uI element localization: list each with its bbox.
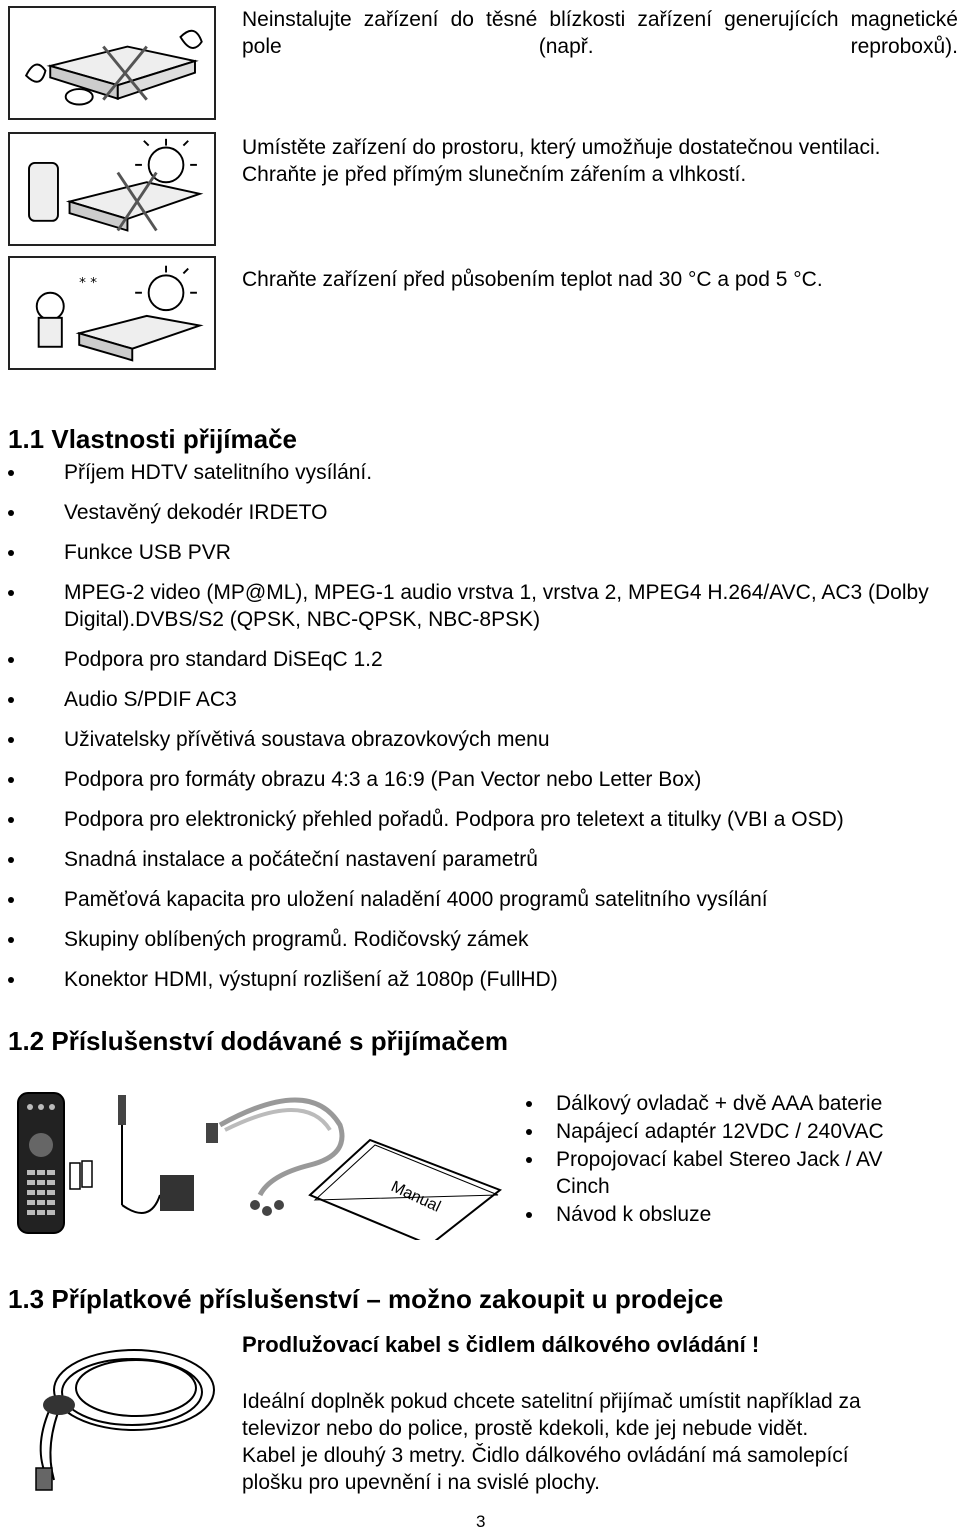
warning-ventilation-text: Umístěte zařízení do prostoru, který umožňuje dostatečnou ventilaci. Chraňte je před přímým slunečním zářením a vlhkostí. [242,136,881,186]
section-1-3-heading: 1.3 Příplatkové příslušenství – možno zakoupit u prodejce [8,1284,724,1314]
extension-cable-description [242,1388,958,1496]
bullet-dot [8,737,14,743]
description-line: plošku pro upevnění i na svislé plochy. [242,1471,600,1494]
bullet-dot [8,657,14,663]
extension-cable-title: Prodlužovací kabel s čidlem dálkového ovládání ! [242,1332,760,1357]
feature-text: Audio S/PDIF AC3 [64,688,237,711]
feature-item [0,966,960,993]
feature-text: Paměťová kapacita pro uložení naladění 4000 programů satelitního vysílání [64,888,768,911]
accessory-text: Napájecí adaptér 12VDC / 240VAC [556,1120,884,1143]
feature-text: Uživatelsky přívětivá soustava obrazovkových menu [64,728,550,751]
accessory-item [520,1201,950,1228]
accessory-text: Návod k obsluze [556,1203,712,1226]
warning-temperature-text: Chraňte zařízení před působením teplot nad 30 °C a pod 5 °C. [242,268,823,291]
accessory-text: Propojovací kabel Stereo Jack / AV Cinch [556,1148,883,1198]
bullet-dot [8,897,14,903]
feature-text: Konektor HDMI, výstupní rozlišení až 1080p (FullHD) [64,968,558,991]
bullet-dot [8,937,14,943]
feature-text: Funkce USB PVR [64,541,231,564]
accessories-list [520,1090,950,1228]
features-list [0,459,960,993]
feature-item [0,846,960,873]
bullet-dot [8,857,14,863]
feature-item [0,459,960,486]
feature-item [0,726,960,753]
feature-text: Podpora pro elektronický přehled pořadů. Podpora pro teletext a titulky (VBI a OSD) [64,808,844,831]
bullet-dot [8,977,14,983]
svg-text:* *: * * [79,274,97,291]
manual-booklet-icon [310,1140,500,1240]
bullet-dot [526,1212,532,1218]
batteries-icon [70,1161,92,1189]
bullet-dot [8,470,14,476]
bullet-dot [8,550,14,556]
remote-control-icon [18,1093,64,1233]
feature-item [0,499,960,526]
bullet-dot [8,510,14,516]
bullet-dot [526,1157,532,1163]
feature-text: Skupiny oblíbených programů. Rodičovský zámek [64,928,529,951]
feature-item [0,926,960,953]
bullet-dot [526,1129,532,1135]
accessory-text: Dálkový ovladač + dvě AAA baterie [556,1092,883,1115]
accessory-item [520,1118,950,1145]
temperature-illustration [8,256,216,370]
description-line: Kabel je dlouhý 3 metry. Čidlo dálkového ovládání má samolepící [242,1444,849,1467]
feature-item [0,766,960,793]
feature-text: Podpora pro standard DiSEqC 1.2 [64,648,383,671]
feature-text: Vestavěný dekodér IRDETO [64,501,328,524]
section-1-1-heading: 1.1 Vlastnosti přijímače [8,424,298,454]
accessory-item [520,1146,936,1200]
page-number: 3 [476,1512,486,1531]
sun-ventilation-illustration [8,132,216,246]
bullet-dot [8,590,14,596]
power-adapter-icon [118,1095,194,1213]
bullet-dot [526,1101,532,1107]
manual-label: Manual [388,1178,444,1216]
description-line: Ideální doplněk pokud chcete satelitní přijímač umístit například za [242,1390,861,1413]
magnet-warning-illustration [8,6,216,120]
feature-text: Příjem HDTV satelitního vysílání. [64,461,373,484]
feature-item [0,686,960,713]
bullet-dot [8,777,14,783]
feature-item [0,539,960,566]
feature-text: Snadná instalace a počáteční nastavení parametrů [64,848,538,871]
feature-text: Podpora pro formáty obrazu 4:3 a 16:9 (Pan Vector nebo Letter Box) [64,768,702,791]
bullet-dot [8,697,14,703]
bullet-dot [8,817,14,823]
section-1-2-heading: 1.2 Příslušenství dodávané s přijímačem [8,1026,509,1056]
feature-item [0,646,960,673]
warning-magnetic-text: Neinstalujte zařízení do těsné blízkosti zařízení generujících magnetické pole (např. reproboxů). [242,8,958,58]
feature-item [0,579,960,633]
feature-text: MPEG-2 video (MP@ML), MPEG-1 audio vrstva 1, vrstva 2, MPEG4 H.264/AVC, AC3 (Dolby Digital).DVBS/S2 (QPSK, NBC-QPSK, NBC-8PSK) [64,581,929,631]
feature-item [0,886,960,913]
extension-cable-illustration [14,1330,229,1495]
description-line: televizor nebo do police, prostě kdekoli, kde jej nebude vidět. [242,1417,809,1440]
accessories-illustration [10,1085,510,1240]
accessory-item [520,1090,950,1117]
feature-item [0,806,960,833]
